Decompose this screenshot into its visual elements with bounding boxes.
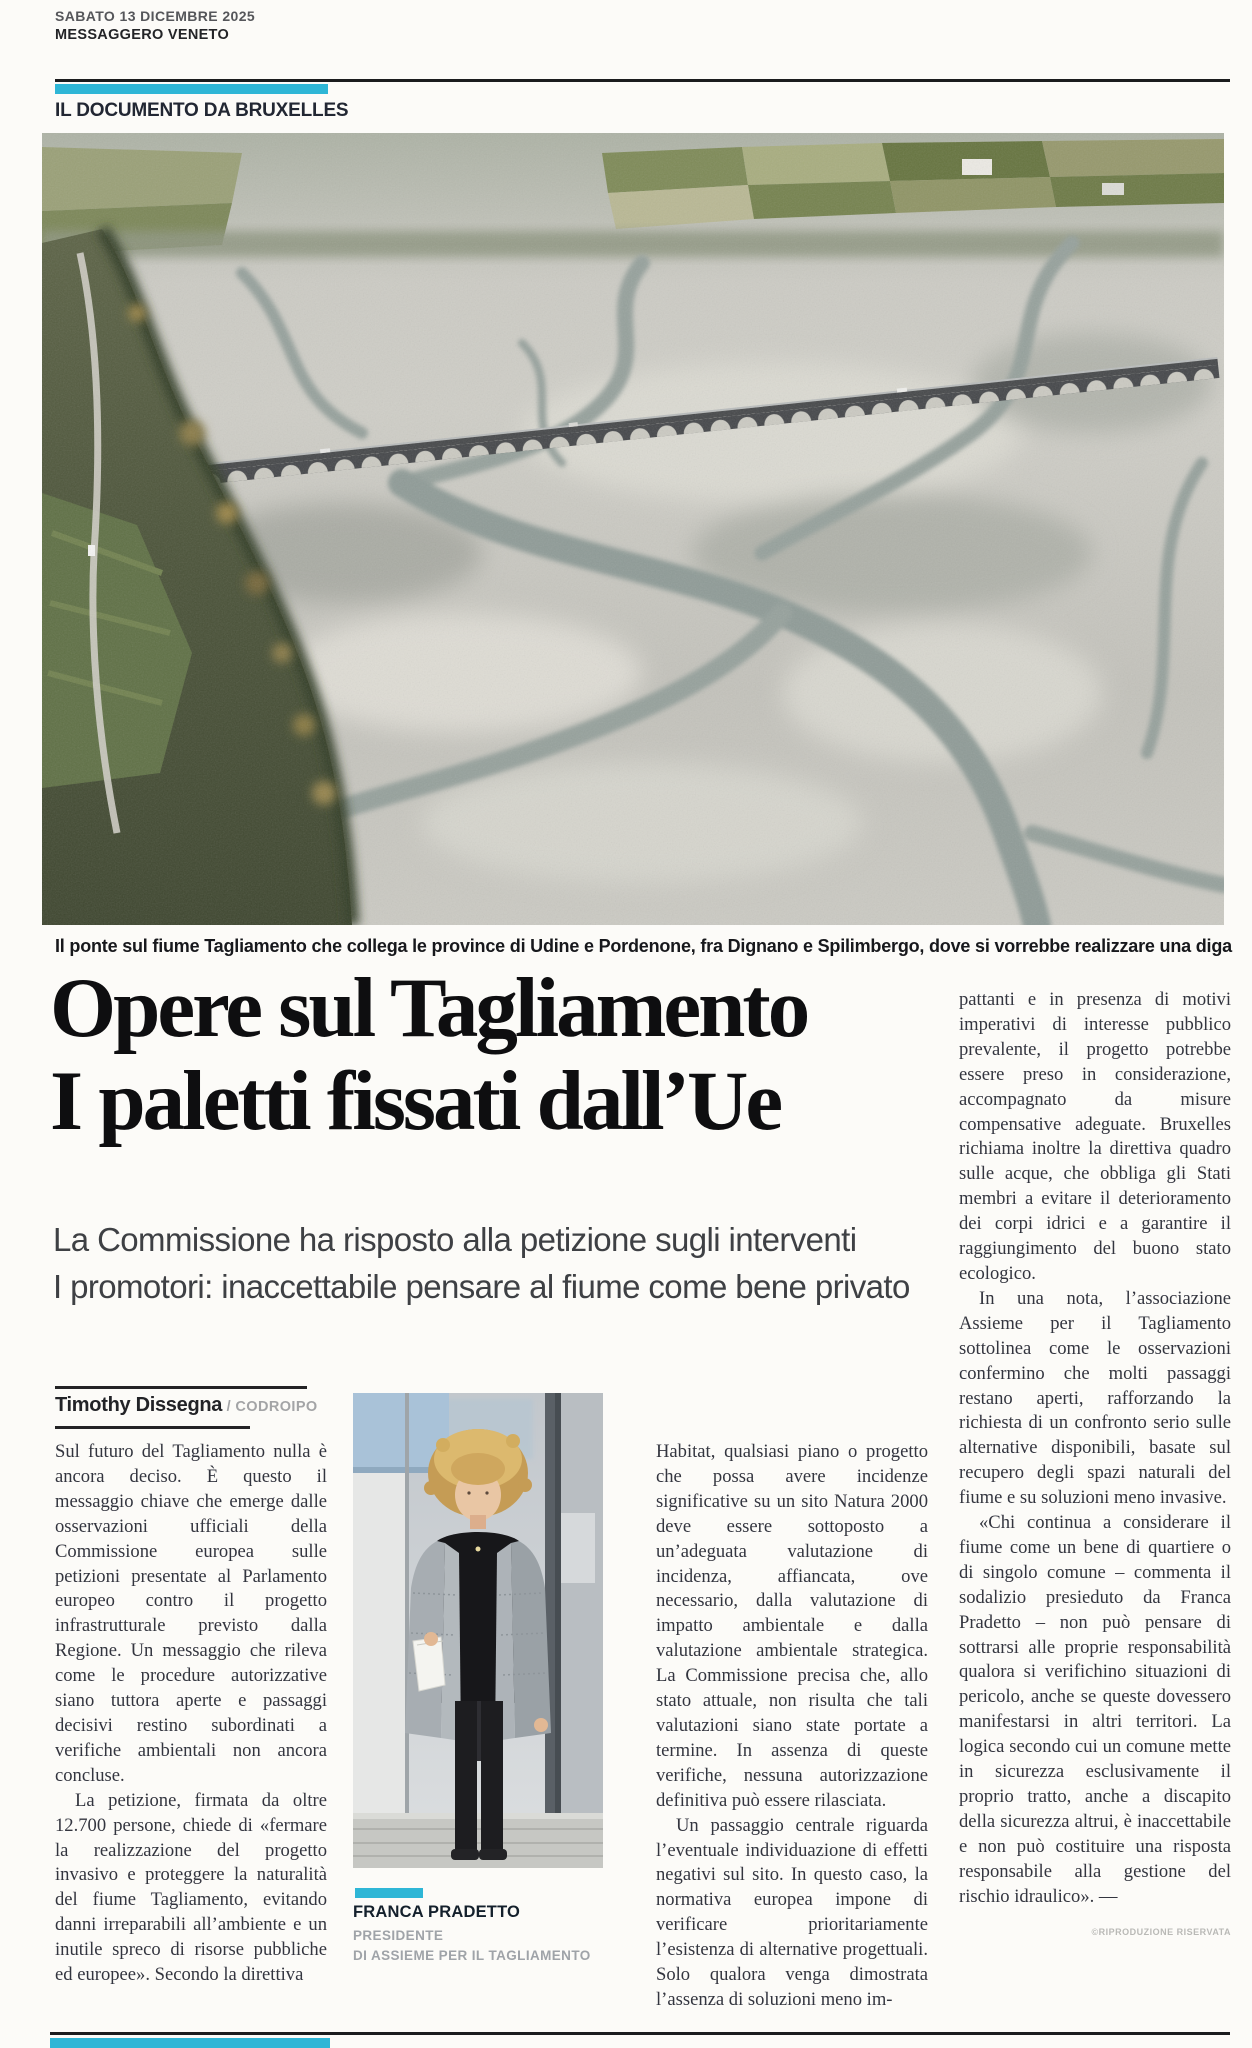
masthead-paper-name: MESSAGGERO VENETO (55, 27, 230, 43)
standfirst-line-2: I promotori: inaccettabile pensare al fiume come bene privato (53, 1268, 910, 1305)
standfirst-line-1: La Commissione ha risposto alla petizione sugli interventi (53, 1221, 857, 1258)
photo-grain (42, 133, 1224, 925)
headline-line-1: Opere sul Tagliamento (50, 961, 808, 1055)
door-frame (545, 1393, 555, 1813)
hand (424, 1632, 438, 1646)
paragraph: Un passaggio centrale riguarda l’eventuale individuazione di effetti negativi sul sito. In questo caso, la normativa europea impone di verificare prioritariamente l’esistenza di alternative progettuali. Solo qualora venga dimostrata l’assenza di soluzioni meno im- (656, 1814, 928, 2010)
shoe (451, 1849, 479, 1860)
article-column-3 (656, 1440, 928, 2013)
paragraph: «Chi continua a considerare il fiume come un bene di quartiere o di singolo comune – commenta il sodalizio presieduto da Franca Pradetto – non può pensare di sottrarsi alle proprie responsabilità qualora si verifichino situazioni di pericolo, anche se queste dovessero manifestarsi in altri territori. La logica secondo cui un comune mette in sicurezza esclusivamente il proprio tratto, anche a discapito della sicurezza altrui, è inaccettabile e non può costituire una risposta responsabile alla gestione del rischio idraulico». — (959, 1512, 1231, 1907)
portrait-caption-role: DI ASSIEME PER IL TAGLIAMENTO (353, 1948, 591, 1963)
section-kicker: IL DOCUMENTO DA BRUXELLES (55, 100, 349, 121)
footer-rule (50, 2032, 1230, 2035)
paragraph: pattanti e in presenza di motivi imperativi di interesse pubblico prevalente, il progetto potrebbe essere preso in considerazione, accompagnato da misure compensative adeguate. Bruxelles richiama inoltre la direttiva quadro sulle acque, che obbliga gli Stati membri a evitare il deterioramento dei corpi idrici e a garantire il raggiungimento del buono stato ecologico. (959, 989, 1231, 1284)
top-accent-bar (55, 84, 328, 94)
reproduction-note: ©RIPRODUZIONE RISERVATA (1091, 1926, 1231, 1937)
top-rule (55, 79, 1230, 82)
masthead-date: SABATO 13 DICEMBRE 2025 (55, 8, 256, 24)
article-column-4 (959, 988, 1231, 1944)
article-headline (50, 962, 965, 1148)
paragraph: Sul futuro del Tagliamento nulla è ancora deciso. È questo il messaggio chiave che emerge dalle osservazioni ufficiali della Commissione europea sulle petizioni presentate al Parlamento europeo contro il progetto infrastrutturale previsto dalla Regione. Un messaggio che rileva come le procedure autorizzative siano tuttora aperte e passaggi decisivi restino subordinati a verifiche ambientali non ancora concluse. (55, 1441, 327, 1786)
portrait-art (353, 1393, 603, 1868)
pillar (353, 1473, 405, 1868)
franca-pradetto-photo (353, 1393, 603, 1868)
byline-rule-top (55, 1386, 307, 1389)
footer-accent-bar (50, 2038, 330, 2048)
portrait-accent-bar (355, 1888, 423, 1898)
necklace (476, 1547, 481, 1552)
headline-line-2: I paletti fissati dall’Ue (50, 1054, 781, 1148)
portrait-caption-name: FRANCA PRADETTO (353, 1903, 521, 1921)
tagliamento-aerial-photo (42, 133, 1224, 925)
main-photo-caption: Il ponte sul fiume Tagliamento che collega le province di Udine e Pordenone, fra Dignano e Spilimbergo, dove si vorrebbe realizzare una diga (55, 936, 1232, 956)
byline-location: / CODROIPO (226, 1399, 318, 1415)
paragraph: Habitat, qualsiasi piano o progetto che possa avere incidenze significative su un sito Natura 2000 deve essere sottoposto a un’adeguata valutazione di incidenza, affiancata, ove necessario, dalla valutazione di impatto ambientale e dalla valutazione ambientale strategica. La Commissione precisa che, allo stato attuale, non risulta che tali valutazioni siano state portate a termine. In assenza di queste verifiche, nessuna autorizzazione definitiva può essere rilasciata. (656, 1441, 928, 1811)
byline (55, 1394, 327, 1417)
byline-author: Timothy Dissegna (55, 1394, 223, 1416)
paragraph: In una nota, l’associazione Assieme per il Tagliamento sottolinea come le osservazioni confermino che molti passaggi restano aperti, rafforzando la richiesta di un confronto serio sulle alternative disponibili, basate sul recupero degli spazi naturali del fiume e su soluzioni meno invasive. (959, 1287, 1231, 1509)
aerial-photo-art (42, 133, 1224, 925)
portrait-caption-role: PRESIDENTE (353, 1928, 444, 1943)
byline-rule-bottom (55, 1426, 250, 1429)
article-standfirst (53, 1216, 953, 1310)
paragraph: La petizione, firmata da oltre 12.700 persone, chiede di «fermare la realizzazione del progetto invasivo e proteggere la naturalità del fiume Tagliamento, evitando danni irreparabili all’ambiente e un inutile spreco di risorse pubbliche ed europee». Secondo la direttiva (55, 1789, 327, 1986)
steps (353, 1813, 603, 1868)
article-column-1 (55, 1440, 327, 1988)
shoe (479, 1849, 507, 1860)
